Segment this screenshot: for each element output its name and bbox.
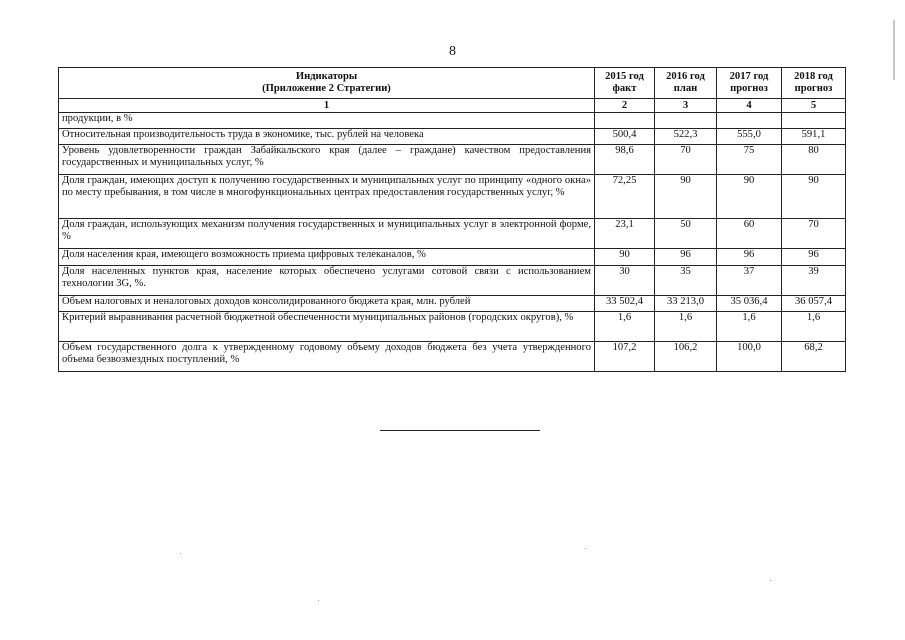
value-2016: 522,3 [655,129,717,145]
indicators-header-title: Индикаторы [295,71,358,83]
column-number: 5 [782,99,846,113]
value-2016: 1,6 [655,312,717,342]
table-row [59,113,846,129]
indicator-name: Доля населения края, имеющего возможность приема цифровых телеканалов, % [59,249,595,266]
value-2018: 96 [782,249,846,266]
column-number-row [59,99,846,113]
value-2015: 33 502,4 [595,296,655,312]
year-header-year: 2018 год [794,71,833,83]
year-header-2018 [782,68,846,99]
value-2017: 35 036,4 [717,296,782,312]
indicator-name: Уровень удовлетворенности граждан Забайкальского края (далее – граждане) качеством предоставления государственных и муниципальных услуг, % [59,145,595,175]
column-number: 4 [717,99,782,113]
year-header-kind: план [673,83,698,94]
column-number: 1 [59,99,595,113]
value-2016: 90 [655,175,717,219]
indicator-name: Объем налоговых и неналоговых доходов консолидированного бюджета края, млн. рублей [59,296,595,312]
value-2016: 33 213,0 [655,296,717,312]
year-header-2015 [595,68,655,99]
value-2018: 591,1 [782,129,846,145]
page-number: 8 [449,44,456,59]
table-row [59,249,846,266]
value-2016: 96 [655,249,717,266]
table-row [59,342,846,372]
scan-speck [585,548,586,549]
year-header-year: 2016 год [666,71,705,83]
table-row [59,175,846,219]
year-header-year: 2017 год [729,71,769,83]
value-2015: 90 [595,249,655,266]
year-header-2017 [717,68,782,99]
value-2018: 80 [782,145,846,175]
table-row [59,312,846,342]
value-2016: 50 [655,219,717,249]
value-2015 [595,113,655,129]
value-2017: 96 [717,249,782,266]
indicator-name: Объем государственного долга к утвержденному годовому объему доходов бюджета без учета утвержденного объема безвозмездных поступлений, % [59,342,595,372]
value-2018 [782,113,846,129]
value-2015: 23,1 [595,219,655,249]
value-2015: 98,6 [595,145,655,175]
scan-edge-mark [893,20,895,80]
value-2017: 1,6 [717,312,782,342]
table-row [59,219,846,249]
value-2016: 35 [655,266,717,296]
value-2017: 60 [717,219,782,249]
value-2016 [655,113,717,129]
year-header-kind: прогноз [794,83,833,94]
value-2017 [717,113,782,129]
value-2015: 72,25 [595,175,655,219]
value-2018: 36 057,4 [782,296,846,312]
indicator-name: Критерий выравнивания расчетной бюджетной обеспеченности муниципальных районов (городских округов), % [59,312,595,342]
column-number: 3 [655,99,717,113]
value-2016: 106,2 [655,342,717,372]
value-2018: 70 [782,219,846,249]
year-header-2016 [655,68,717,99]
value-2017: 100,0 [717,342,782,372]
value-2017: 90 [717,175,782,219]
value-2018: 1,6 [782,312,846,342]
indicator-name: продукции, в % [59,113,595,129]
indicators-header [59,68,595,99]
indicator-name: Доля граждан, имеющих доступ к получению государственных и муниципальных услуг по принципу «одного окна» по месту пребывания, в том числе в многофункциональных центрах предоставления государственных услуг, % [59,175,595,219]
scan-speck [180,553,181,554]
value-2016: 70 [655,145,717,175]
year-header-kind: прогноз [730,83,768,94]
closing-rule [380,430,540,431]
value-2018: 68,2 [782,342,846,372]
value-2015: 30 [595,266,655,296]
table-row [59,266,846,296]
value-2017: 37 [717,266,782,296]
value-2018: 90 [782,175,846,219]
scan-speck [770,580,771,581]
indicator-name: Относительная производительность труда в экономике, тыс. рублей на человека [59,129,595,145]
value-2015: 500,4 [595,129,655,145]
year-header-year: 2015 год [605,71,644,83]
year-header-kind: факт [612,83,637,94]
scan-speck [318,600,319,601]
column-number: 2 [595,99,655,113]
table-row [59,129,846,145]
indicators-table [58,67,846,372]
table-header-row [59,68,846,99]
value-2017: 75 [717,145,782,175]
indicators-header-subtitle: (Приложение 2 Стратегии) [262,83,391,94]
table-row [59,145,846,175]
table-row [59,296,846,312]
value-2015: 107,2 [595,342,655,372]
value-2017: 555,0 [717,129,782,145]
indicator-name: Доля населенных пунктов края, население которых обеспечено услугами сотовой связи с использованием технологии 3G, %. [59,266,595,296]
indicator-name: Доля граждан, использующих механизм получения государственных и муниципальных услуг в электронной форме, % [59,219,595,249]
value-2018: 39 [782,266,846,296]
value-2015: 1,6 [595,312,655,342]
